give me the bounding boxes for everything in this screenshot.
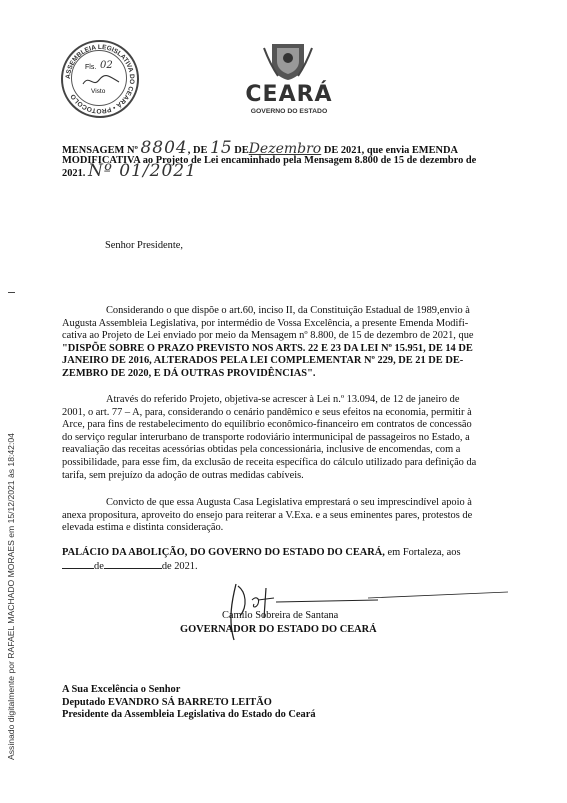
salutation: Senhor Presidente, xyxy=(105,240,183,251)
addressee-line-1: A Sua Excelência o Senhor xyxy=(62,684,181,695)
p3-line-2: anexa propositura, aproveito do ensejo para reiterar a V.Exa. e a seus eminentes pares, protestos de xyxy=(62,509,473,521)
digital-signature-note: Assinado digitalmente por RAFAEL MACHADO MORAES em 15/12/2021 às 18:42:04 xyxy=(6,433,16,760)
signer-name: Camilo Sobreira de Santana xyxy=(222,610,339,621)
paragraph-1 xyxy=(62,305,510,381)
closing-day-blank xyxy=(62,568,94,569)
paragraph-3 xyxy=(62,497,510,535)
closing-line-2 xyxy=(62,561,198,574)
p2-line-1: Através do referido Projeto, objetiva-se acrescer à Lei n.º 13.094, de 12 de janeiro de xyxy=(106,394,460,405)
p2-line-2: 2001, o art. 77 – A, para, considerando o cenário pandêmico e seus efeitos na economia, permitir à xyxy=(62,406,472,418)
p1-line-3: cativa ao Projeto de Lei enviado por meio da Mensagem nº 8.800, de 15 de dezembro de 2021, que xyxy=(62,330,474,342)
p2-line-6: possibilidade, para esse fim, da exclusão de receita específica do cálculo utilizado para definição da xyxy=(62,456,477,468)
message-rest: DE 2021, que envia EMENDA xyxy=(323,145,459,156)
p3-line-3: elevada estima e distinta consideração. xyxy=(62,522,224,534)
closing-year: de 2021. xyxy=(161,561,198,572)
closing-city: em Fortaleza, aos xyxy=(387,547,461,558)
message-month: Dezembro xyxy=(248,141,322,157)
protocol-stamp xyxy=(61,40,139,118)
p1-line-5: JANEIRO DE 2016, ALTERADOS PELA LEI COMPLEMENTAR Nº 229, DE 21 DE DE- xyxy=(62,355,464,367)
message-prefix: MENSAGEM Nº xyxy=(62,145,138,156)
closing-palace: PALÁCIO DA ABOLIÇÃO, DO GOVERNO DO ESTADO DO CEARÁ, xyxy=(62,547,385,558)
addressee-line-3: Presidente da Assembleia Legislativa do Estado do Ceará xyxy=(62,709,316,721)
message-de2: DE xyxy=(234,145,249,156)
message-number: 8804 xyxy=(140,138,188,158)
paragraph-2 xyxy=(62,394,510,482)
header-subtitle: GOVERNO DO ESTADO xyxy=(250,108,328,115)
closing-month-blank xyxy=(104,568,162,569)
p2-line-5: reavaliação das receitas acessórias obtidas pela concessionária, inclusive de encomendas, com a xyxy=(62,444,461,456)
margin-mark xyxy=(8,292,15,293)
p3-line-1: Convicto de que essa Augusta Casa Legislativa emprestará o seu imprescindível apoio à xyxy=(106,497,472,508)
svg-text:ASSEMBLEIA LEGISLATIVA DO CEAR: ASSEMBLEIA LEGISLATIVA DO CEARÁ • PROTOCOLO xyxy=(64,43,136,115)
p1-line-4: "DISPÕE SOBRE O PRAZO PREVISTO NOS ARTS. 22 E 23 DA LEI Nº 15.951, DE 14 DE xyxy=(62,342,473,354)
p2-line-3: Arce, para fins de restabelecimento do equilíbrio econômico-financeiro em contratos de concessão xyxy=(62,419,472,431)
stamp-fls-value: 02 xyxy=(100,60,113,71)
p1-line-2: Augusta Assembleia Legislativa, por intermédio de Vossa Excelência, a presente Emenda Modifi- xyxy=(62,317,469,329)
signer-title: GOVERNADOR DO ESTADO DO CEARÁ xyxy=(180,624,377,635)
message-de1: , DE xyxy=(187,145,208,156)
addressee-line-2: Deputado EVANDRO SÁ BARRETO LEITÃO xyxy=(62,696,272,708)
stamp-visto-label: Visto xyxy=(91,88,106,95)
closing-line-1 xyxy=(62,547,461,560)
message-day: 15 xyxy=(210,138,232,158)
message-handwritten-ref: Nº 01/2021 xyxy=(88,161,197,181)
addressee xyxy=(62,684,316,722)
message-line-2: MODIFICATIVA ao Projeto de Lei encaminhado pela Mensagem 8.800 de 15 de dezembro de xyxy=(62,155,477,166)
closing-de: de xyxy=(94,561,104,572)
stamp-fls-label: Fls. xyxy=(85,64,97,71)
p1-line-6: ZEMBRO DE 2020, E DÁ OUTRAS PROVIDÊNCIAS". xyxy=(62,367,316,379)
p2-line-7: tarifa, sem prejuízo da adoção de outras medidas cabíveis. xyxy=(62,469,304,481)
stamp-rubric xyxy=(81,74,121,88)
message-line-3: 2021. xyxy=(62,168,86,179)
header-brand: CEARÁ xyxy=(245,82,333,107)
p1-line-1: Considerando o que dispõe o art.60, inciso II, da Constituição Estadual de 1989,envio à xyxy=(106,305,470,316)
state-crest-icon xyxy=(262,40,314,82)
p2-line-4: do serviço regular interurbano de transporte rodoviário intermunicipal de passageiros no Estado, a xyxy=(62,431,470,443)
